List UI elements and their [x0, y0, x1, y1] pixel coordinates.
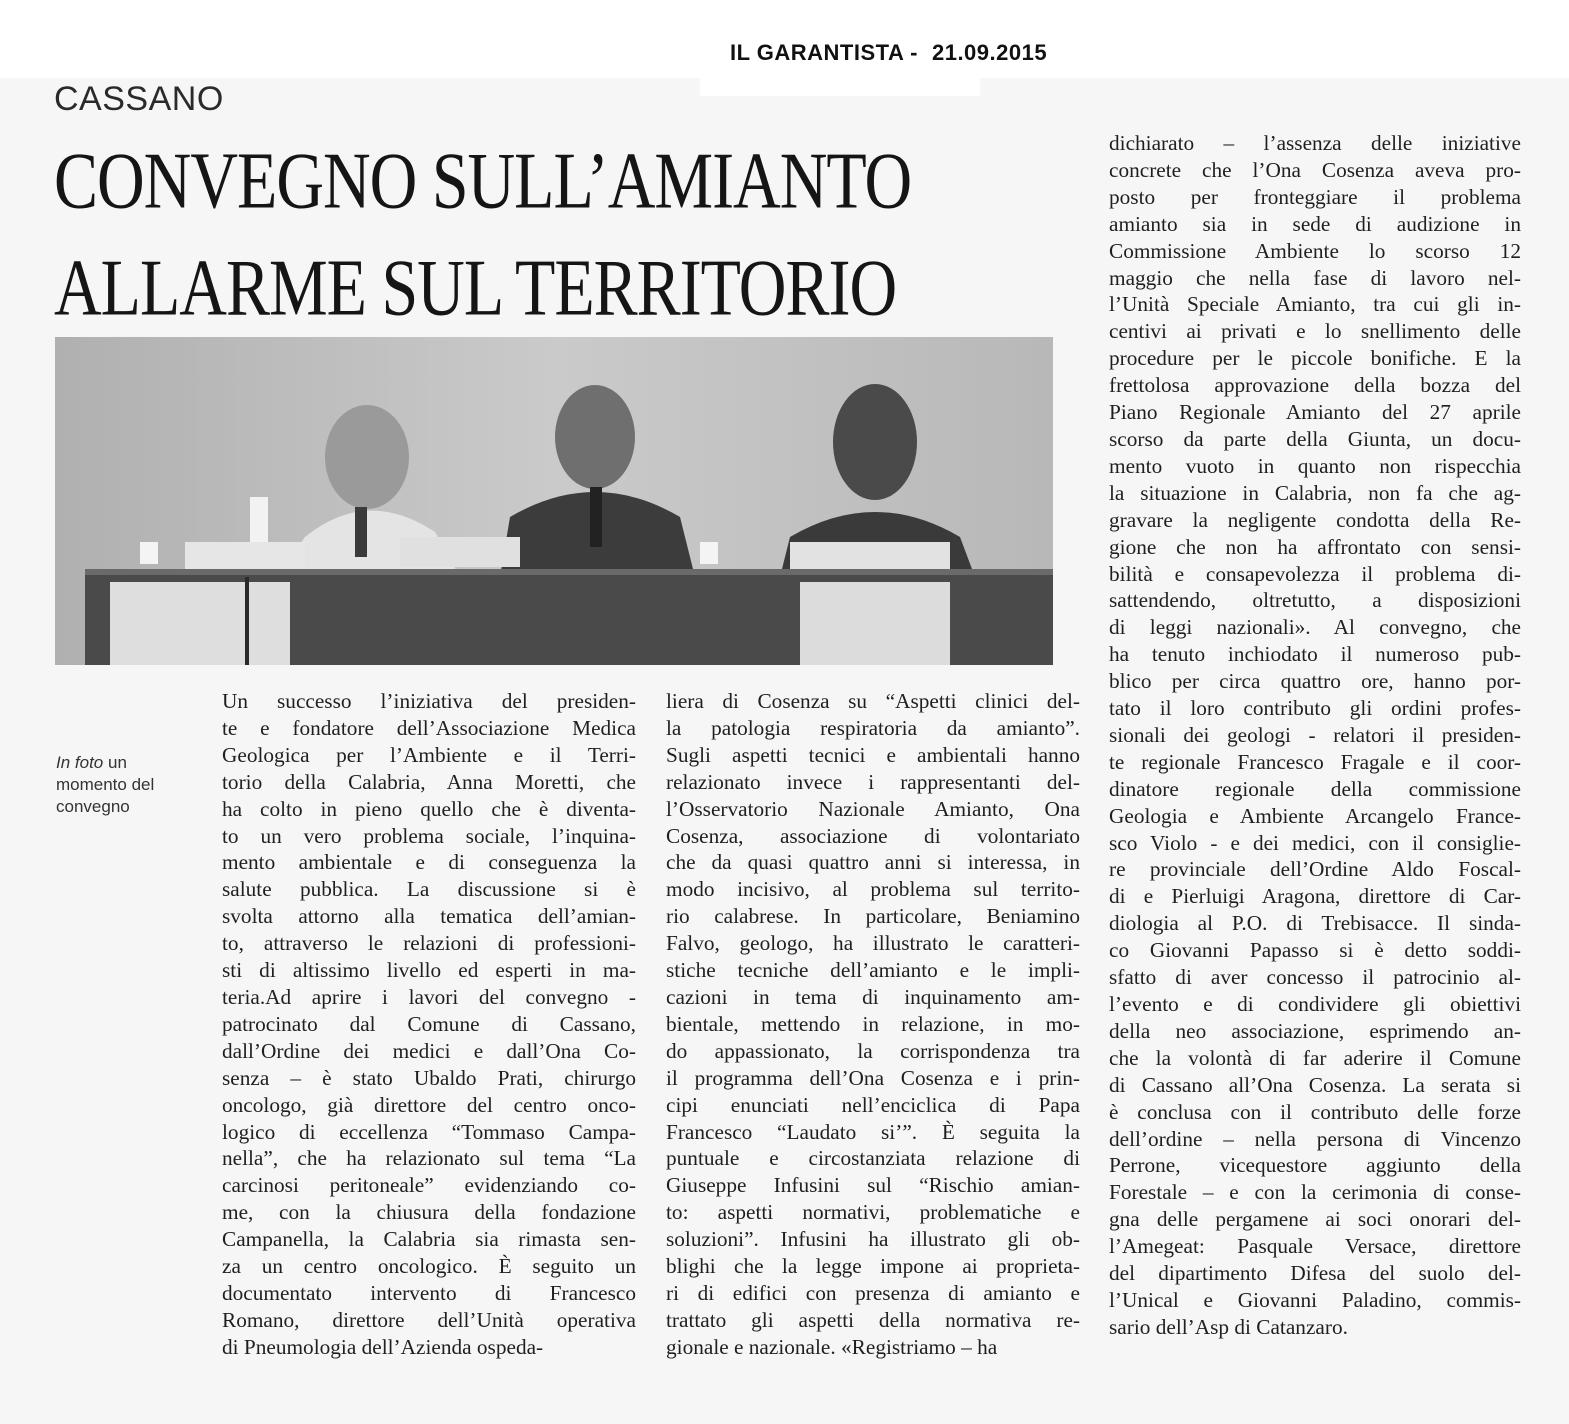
caption-text: un momento del convegno: [56, 753, 155, 816]
article-line: dell’ordine – nella persona di Vincenzo: [1109, 1126, 1521, 1151]
article-line: te e fondatore dell’Associazione Medica: [222, 715, 636, 740]
article-line: che la volontà di far aderire il Comune: [1109, 1045, 1521, 1070]
conference-photo-illustration: [55, 337, 1053, 665]
article-line: Romano, direttore dell’Unità operativa: [222, 1307, 636, 1332]
article-line: sionali dei geologi - relatori il presiden-: [1109, 722, 1521, 747]
article-line: torio della Calabria, Anna Moretti, che: [222, 769, 636, 794]
article-line: te regionale Francesco Fragale e il coor-: [1109, 749, 1521, 774]
article-line: tato il loro contributo gli ordini profes-: [1109, 696, 1521, 721]
article-line: ri di edifici con presenza di amianto e: [666, 1280, 1080, 1305]
article-line: rio calabrese. In particolare, Beniamino: [666, 904, 1080, 929]
article-line: Giuseppe Infusini sul “Rischio amian-: [666, 1173, 1080, 1198]
article-line: senza – è stato Ubaldo Prati, chirurgo: [222, 1065, 636, 1090]
article-line: l’Amegeat: Pasquale Versace, direttore: [1109, 1234, 1521, 1259]
article-line: l’Unical e Giovanni Paladino, commis-: [1109, 1287, 1521, 1312]
article-line: to un vero problema sociale, l’inquina-: [222, 823, 636, 848]
article-line: Un successo l’iniziativa del presiden-: [222, 689, 636, 713]
source-line: [730, 40, 1047, 66]
article-line: scorso da parte della Giunta, un docu-: [1109, 426, 1521, 451]
article-line: gionale e nazionale. «Registriamo – ha: [666, 1334, 998, 1359]
article-line: Geologica per l’Ambiente e il Terri-: [222, 742, 636, 767]
article-line: dinatore regionale della commissione: [1109, 776, 1521, 801]
section-kicker: CASSANO: [54, 80, 224, 118]
article-line: il programma dell’Ona Cosenza e i prin-: [666, 1065, 1080, 1090]
article-line: patrocinato dal Comune di Cassano,: [222, 1011, 636, 1036]
article-line: sti di altissimo livello ed esperti in ma-: [222, 958, 636, 983]
article-line: di leggi nazionali». Al convegno, che: [1109, 615, 1521, 640]
article-line: sfatto di aver concesso il patrocinio al-: [1109, 965, 1521, 990]
article-line: gravare la negligente condotta della Re-: [1109, 507, 1521, 532]
article-line: documentato intervento di Francesco: [222, 1280, 636, 1305]
article-line: salute pubblica. La discussione si è: [222, 877, 636, 902]
article-line: l’Osservatorio Nazionale Amianto, Ona: [666, 796, 1080, 821]
article-line: diologia al P.O. di Trebisacce. Il sinda-: [1109, 911, 1521, 936]
caption-italic: In foto: [56, 753, 104, 772]
article-line: che da quasi quattro anni si interessa, in: [666, 850, 1080, 875]
article-column-3: [1109, 130, 1521, 1341]
article-line: Forestale – e con la cerimonia di conse-: [1109, 1180, 1521, 1205]
conference-photo: [55, 337, 1053, 665]
headline-line-1: CONVEGNO SULL’AMIANTO: [54, 136, 912, 226]
article-line: di Pneumologia dell’Azienda ospeda-: [222, 1334, 544, 1359]
article-line: la patologia respiratoria da amianto”.: [666, 715, 1080, 740]
article-line: frettolosa approvazione della bozza del: [1109, 373, 1521, 398]
article-line: liera di Cosenza su “Aspetti clinici del-: [666, 689, 1080, 713]
article-line: relazionato invece i rappresentanti del-: [666, 769, 1080, 794]
article-line: trattato gli aspetti della normativa re-: [666, 1307, 1080, 1332]
article-line: amianto sia in sede di audizione in: [1109, 211, 1521, 236]
article-line: re provinciale dell’Ordine Aldo Foscal-: [1109, 857, 1521, 882]
article-line: stiche tecniche dell’amianto e le impli-: [666, 958, 1080, 983]
article-line: ha colto in pieno quello che è diventa-: [222, 796, 636, 821]
article-line: co Giovanni Papasso si è detto soddi-: [1109, 938, 1521, 963]
article-line: sattendendo, oltretutto, a disposizioni: [1109, 588, 1521, 613]
article-line: centivi ai privati e lo snellimento delle: [1109, 319, 1521, 344]
article-line: Perrone, vicequestore aggiunto della: [1109, 1153, 1521, 1178]
source-name: IL GARANTISTA -: [730, 40, 918, 65]
article-line: gna delle pergamene ai soci onorari del-: [1109, 1207, 1521, 1232]
article-line: sco Violo - e dei medici, con il consiglie-: [1109, 830, 1521, 855]
article-line: posto per fronteggiare il problema: [1109, 184, 1521, 209]
article-line: me, con la chiusura della fondazione: [222, 1200, 636, 1225]
article-line: della neo associazione, esprimendo an-: [1109, 1018, 1521, 1043]
article-line: soluzioni”. Infusini ha illustrato gli ob-: [666, 1227, 1080, 1252]
article-line: mento vuoto in quanto non rispecchia: [1109, 453, 1521, 478]
article-line: Francesco “Laudato si’”. È seguita la: [666, 1119, 1080, 1144]
article-line: di e Pierluigi Aragona, direttore di Car-: [1109, 884, 1521, 909]
article-column-2: [666, 688, 1080, 1361]
article-line: nella”, che ha relazionato sul tema “La: [222, 1146, 636, 1171]
headline-line-2: ALLARME SUL TERRITORIO: [54, 243, 897, 333]
article-line: concrete che l’Ona Cosenza aveva pro-: [1109, 157, 1521, 182]
article-line: bilità e consapevolezza il problema di-: [1109, 561, 1521, 586]
article-line: di Cassano all’Ona Cosenza. La serata si: [1109, 1072, 1521, 1097]
article-line: è conclusa con il contributo delle forze: [1109, 1099, 1521, 1124]
article-line: puntuale e circostanziata relazione di: [666, 1146, 1080, 1171]
article-line: bientale, mettendo in relazione, in mo-: [666, 1011, 1080, 1036]
article-line: l’evento e di condividere gli obiettivi: [1109, 992, 1521, 1016]
photo-caption: [56, 752, 186, 818]
article-line: Campanella, la Calabria sia rimasta sen-: [222, 1227, 636, 1252]
article-line: to: aspetti normativi, problematiche e: [666, 1200, 1080, 1225]
article-line: Geologia e Ambiente Arcangelo France-: [1109, 803, 1521, 828]
article-line: za un centro oncologico. È seguito un: [222, 1254, 636, 1279]
article-line: logico di eccellenza “Tommaso Campa-: [222, 1119, 636, 1144]
article-line: l’Unità Speciale Amianto, tra cui gli in-: [1109, 292, 1521, 317]
article-column-1: [222, 688, 636, 1361]
headline: [54, 128, 1044, 343]
article-line: gione che non ha affrontato con sensi-: [1109, 534, 1521, 559]
article-line: Commissione Ambiente lo scorso 12: [1109, 238, 1521, 263]
article-line: dall’Ordine dei medici e dall’Ona Co-: [222, 1038, 636, 1063]
article-line: do appassionato, la corrispondenza tra: [666, 1038, 1080, 1063]
article-line: Falvo, geologo, ha illustrato le caratteri-: [666, 931, 1080, 956]
article-line: carcinosi peritoneale” evidenziando co-: [222, 1173, 636, 1198]
article-line: mento ambientale e di conseguenza la: [222, 850, 636, 875]
article-line: Cosenza, associazione di volontariato: [666, 823, 1080, 848]
article-line: oncologo, già direttore del centro onco-: [222, 1092, 636, 1117]
article-line: del dipartimento Difesa del suolo del-: [1109, 1261, 1521, 1286]
article-line: Piano Regionale Amianto del 27 aprile: [1109, 400, 1521, 425]
article-line: cipi enunciati nell’enciclica di Papa: [666, 1092, 1080, 1117]
article-line: modo incisivo, al problema sul territo-: [666, 877, 1080, 902]
article-line: blighi che la legge impone ai proprieta-: [666, 1254, 1080, 1279]
article-line: blico per circa quattro ore, hanno por-: [1109, 669, 1521, 694]
article-line: to, attraverso le relazioni di professioni-: [222, 931, 636, 956]
article-line: ha tenuto inchiodato il numeroso pub-: [1109, 642, 1521, 667]
article-line: Sugli aspetti tecnici e ambientali hanno: [666, 742, 1080, 767]
article-line: svolta attorno alla tematica dell’amian-: [222, 904, 636, 929]
article-line: cazioni in tema di inquinamento am-: [666, 984, 1080, 1009]
article-line: teria.Ad aprire i lavori del convegno -: [222, 984, 636, 1009]
article-line: sario dell’Asp di Catanzaro.: [1109, 1314, 1348, 1339]
source-date: 21.09.2015: [931, 40, 1048, 65]
article-line: procedure per le piccole bonifiche. E la: [1109, 346, 1521, 371]
article-line: maggio che nella fase di lavoro nel-: [1109, 265, 1521, 290]
article-line: dichiarato – l’assenza delle iniziative: [1109, 131, 1521, 155]
article-line: la situazione in Calabria, non fa che ag-: [1109, 480, 1521, 505]
